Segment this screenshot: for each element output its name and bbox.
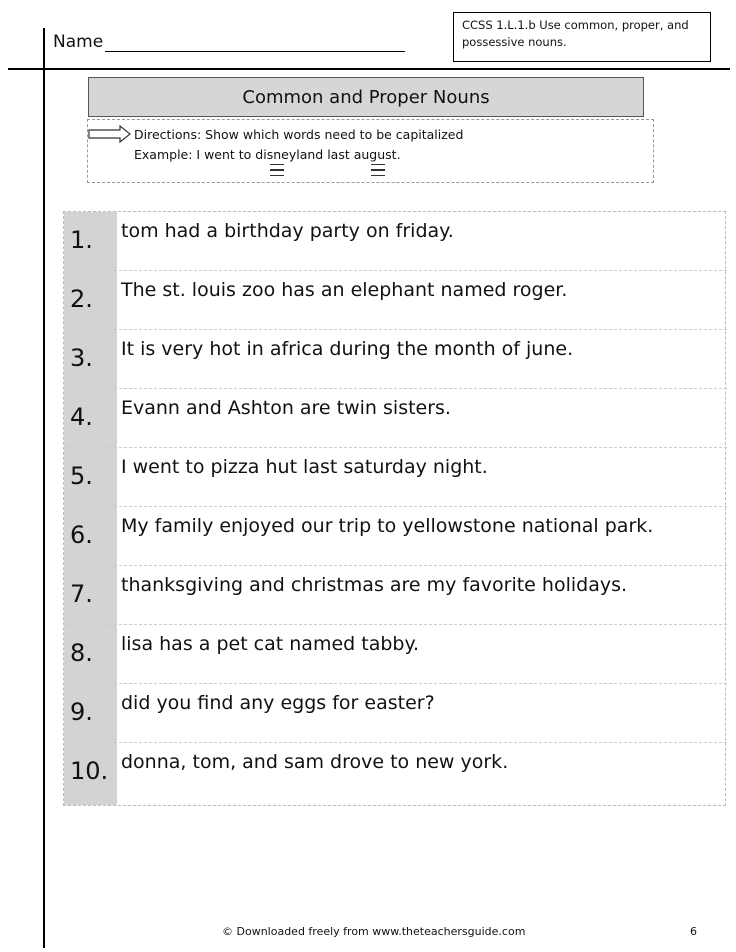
list-item bbox=[64, 684, 727, 743]
standard-text: CCSS 1.L.1.b Use common, proper, and possessive nouns. bbox=[462, 18, 689, 49]
item-number: 2. bbox=[70, 285, 93, 313]
name-field bbox=[53, 32, 405, 52]
list-item bbox=[64, 566, 727, 625]
list-item bbox=[64, 507, 727, 566]
list-item bbox=[64, 212, 727, 271]
item-number: 1. bbox=[70, 226, 93, 254]
item-sentence[interactable]: thanksgiving and christmas are my favorite holidays. bbox=[121, 574, 628, 596]
item-number: 4. bbox=[70, 403, 93, 431]
example-text: Example: I went to disneyland last august. bbox=[134, 147, 401, 162]
item-sentence[interactable]: It is very hot in africa during the month of june. bbox=[121, 338, 574, 360]
item-number: 3. bbox=[70, 344, 93, 372]
list-item bbox=[64, 389, 727, 448]
list-item bbox=[64, 271, 727, 330]
item-number: 6. bbox=[70, 521, 93, 549]
item-sentence[interactable]: My family enjoyed our trip to yellowstone national park. bbox=[121, 515, 654, 537]
page-number: 6 bbox=[690, 925, 697, 938]
item-sentence[interactable]: The st. louis zoo has an elephant named roger. bbox=[121, 279, 568, 301]
list-item bbox=[64, 448, 727, 507]
capitalization-mark-icon bbox=[371, 164, 385, 180]
item-sentence[interactable]: Evann and Ashton are twin sisters. bbox=[121, 397, 451, 419]
arrow-icon bbox=[88, 125, 132, 143]
item-number: 7. bbox=[70, 580, 93, 608]
name-label: Name bbox=[53, 32, 104, 52]
list-item bbox=[64, 330, 727, 389]
item-sentence[interactable]: I went to pizza hut last saturday night. bbox=[121, 456, 488, 478]
item-number: 8. bbox=[70, 639, 93, 667]
item-sentence[interactable]: lisa has a pet cat named tabby. bbox=[121, 633, 420, 655]
list-item bbox=[64, 743, 727, 802]
directions-text: Directions: Show which words need to be capitalized bbox=[134, 127, 464, 142]
list-item bbox=[64, 625, 727, 684]
worksheet-title bbox=[88, 77, 644, 117]
item-sentence[interactable]: tom had a birthday party on friday. bbox=[121, 220, 454, 242]
name-blank[interactable] bbox=[105, 33, 405, 52]
capitalization-mark-icon bbox=[270, 164, 284, 180]
margin-line bbox=[43, 28, 45, 948]
item-number: 9. bbox=[70, 698, 93, 726]
directions-box bbox=[87, 119, 654, 183]
sentence-list bbox=[63, 211, 726, 806]
item-sentence[interactable]: donna, tom, and sam drove to new york. bbox=[121, 751, 509, 773]
standard-box bbox=[453, 12, 711, 62]
title-text: Common and Proper Nouns bbox=[242, 86, 490, 108]
footer-credit: © Downloaded freely from www.theteachersguide.com bbox=[222, 925, 526, 938]
item-sentence[interactable]: did you find any eggs for easter? bbox=[121, 692, 435, 714]
item-number: 10. bbox=[70, 757, 109, 785]
header-rule bbox=[8, 68, 730, 70]
item-number: 5. bbox=[70, 462, 93, 490]
